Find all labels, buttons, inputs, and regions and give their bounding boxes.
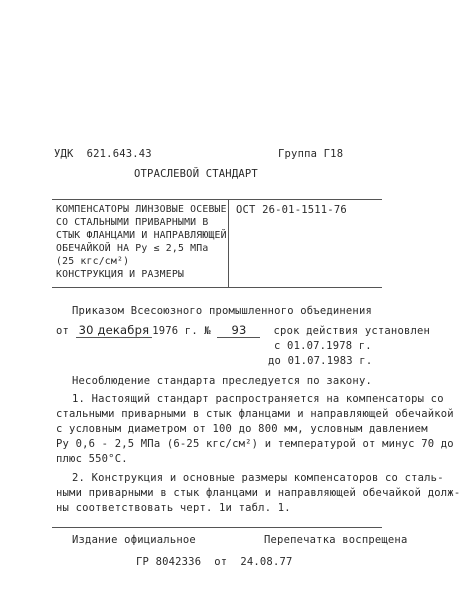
registration-number: ГР 8042336 от 24.08.77: [136, 556, 293, 568]
validity-from: с 01.07.1978 г.: [274, 340, 372, 352]
standard-type-heading: ОТРАСЛЕВОЙ СТАНДАРТ: [134, 168, 258, 180]
order-year: 1976 г. №: [152, 325, 211, 337]
reprint-notice: Перепечатка воспрещена: [264, 534, 408, 546]
title-line: СО СТАЛЬНЫМИ ПРИВАРНЫМИ В: [56, 217, 209, 228]
standard-code: ОСТ 26-01-1511-76: [236, 204, 347, 216]
title-line: ОБЕЧАЙКОЙ НА Py ≤ 2,5 МПа: [56, 243, 209, 254]
footer-rule: [52, 527, 382, 528]
order-prefix: от: [56, 325, 70, 337]
title-block-bottom-rule: [52, 287, 382, 288]
paragraph-line: с условным диаметром от 100 до 800 мм, условным давлением: [56, 423, 428, 435]
paragraph-line: плюс 550°С.: [56, 453, 128, 465]
paragraph-line: стальными приварными в стык фланцами и направляющей обечайкой: [56, 408, 454, 420]
title-line: (25 кгс/см²): [56, 256, 130, 267]
order-line: Приказом Всесоюзного промышленного объединения: [72, 305, 372, 317]
title-block-top-rule: [52, 199, 382, 200]
paragraph-line: 2. Конструкция и основные размеры компенсаторов со сталь-: [72, 472, 444, 484]
validity-to: до 01.07.1983 г.: [268, 355, 373, 367]
title-block-divider: [228, 199, 229, 287]
order-date-handwritten: 30 декабря: [76, 323, 153, 338]
paragraph-line: ны соответствовать черт. 1и табл. 1.: [56, 502, 291, 514]
order-number-handwritten: 93: [217, 323, 260, 338]
title-line: КОНСТРУКЦИЯ И РАЗМЕРЫ: [56, 269, 185, 280]
paragraph-line: 1. Настоящий стандарт распространяется на компенсаторы со: [72, 393, 444, 405]
paragraph-line: Py 0,6 - 2,5 МПа (6-25 кгс/см²) и температурой от минус 70 до: [56, 438, 454, 450]
paragraph-line: ными приварными в стык фланцами и направляющей обечайкой долж-: [56, 487, 460, 499]
law-warning: Несоблюдение стандарта преследуется по закону.: [72, 375, 372, 387]
group-code: Группа Г18: [278, 148, 344, 160]
order-date-line: [56, 323, 430, 338]
title-line: КОМПЕНСАТОРЫ ЛИНЗОВЫЕ ОСЕВЫЕ: [56, 204, 227, 215]
title-line: СТЫК ФЛАНЦАМИ И НАПРАВЛЯЮЩЕЙ: [56, 230, 227, 241]
udk-code: УДК 621.643.43: [54, 148, 152, 160]
validity-text: срок действия установлен: [273, 325, 431, 337]
official-edition: Издание официальное: [72, 534, 196, 546]
